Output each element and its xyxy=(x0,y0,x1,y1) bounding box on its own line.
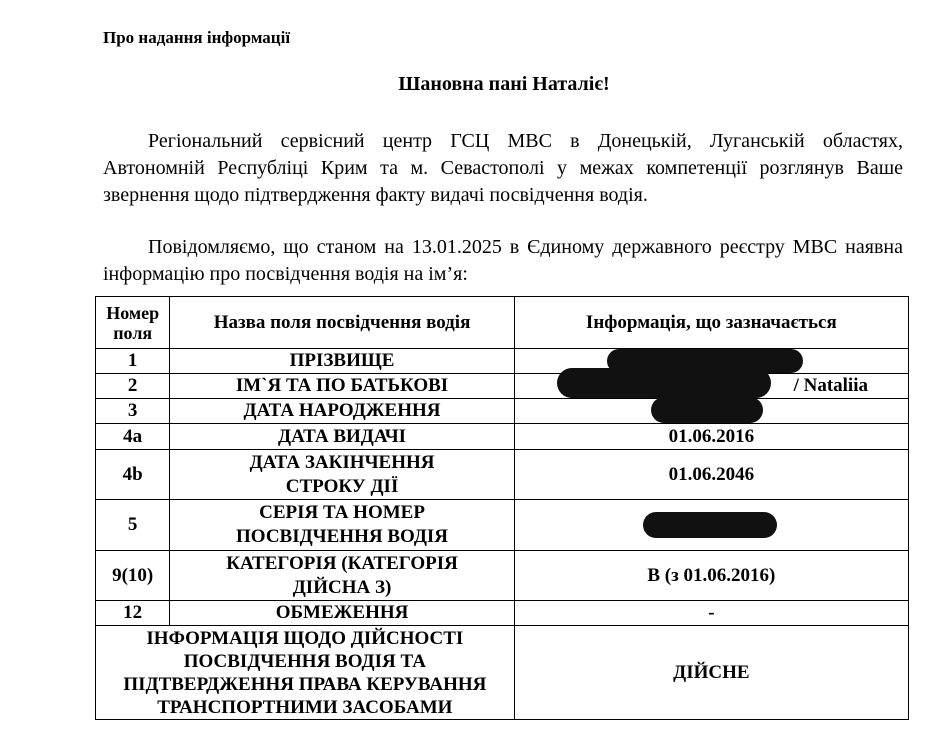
row-info-redacted xyxy=(514,399,908,424)
row-info-redacted xyxy=(514,374,908,399)
row-number: 3 xyxy=(96,399,170,424)
row-field-name: ДАТА ВИДАЧІ xyxy=(170,424,514,450)
row-field-name: ДАТА НАРОДЖЕННЯ xyxy=(170,399,514,424)
table-row xyxy=(96,374,909,399)
row-info-redacted xyxy=(514,500,908,551)
row-field-name: КАТЕГОРІЯ (КАТЕГОРІЯ ДІЙСНА З) xyxy=(170,551,514,601)
letter-subject: Про надання інформації xyxy=(103,28,291,47)
validity-label: ІНФОРМАЦІЯ ЩОДО ДІЙСНОСТІ ПОСВІДЧЕННЯ ВОДІЯ ТА ПІДТВЕРДЖЕННЯ ПРАВА КЕРУВАННЯ ТРАНСПОРТНИМИ ЗАСОБАМИ xyxy=(96,626,515,720)
table-row xyxy=(96,349,909,374)
row-number: 4b xyxy=(96,450,170,500)
validity-row xyxy=(96,626,909,720)
row-number: 5 xyxy=(96,500,170,551)
header-number-line2: поля xyxy=(113,322,153,343)
row-number: 4a xyxy=(96,424,170,450)
letter-greeting: Шановна пані Наталіє! xyxy=(398,73,610,95)
row-info-value: - xyxy=(514,601,908,626)
table-row xyxy=(96,500,909,551)
row-field-name: СЕРІЯ ТА НОМЕР ПОСВІДЧЕННЯ ВОДІЯ xyxy=(170,500,514,551)
table-row xyxy=(96,450,909,500)
paragraph-statement: Повідомляємо, що станом на 13.01.2025 в Єдиному державного реєстру МВС наявна інформацію про посвідчення водія на ім’я: xyxy=(103,236,903,285)
redaction-mark xyxy=(643,512,777,538)
header-number-line1: Номер xyxy=(106,302,160,323)
row-field-name: ІМ`Я ТА ПО БАТЬКОВІ xyxy=(170,374,514,399)
row-info-value: 01.06.2046 xyxy=(514,450,908,500)
row-field-name: ПРІЗВИЩЕ xyxy=(170,349,514,374)
header-field-info: Інформація, що зазначається xyxy=(514,297,908,349)
table-header-row xyxy=(96,297,909,349)
row-number: 2 xyxy=(96,374,170,399)
validity-value: ДІЙСНЕ xyxy=(514,626,908,720)
row-number: 12 xyxy=(96,601,170,626)
row-number: 9(10) xyxy=(96,551,170,601)
header-field-number xyxy=(96,297,170,349)
table-row xyxy=(96,399,909,424)
row-field-name: ДАТА ЗАКІНЧЕННЯ СТРОКУ ДІЇ xyxy=(170,450,514,500)
redaction-mark xyxy=(557,368,771,398)
row-field-name: ОБМЕЖЕННЯ xyxy=(170,601,514,626)
table-row xyxy=(96,601,909,626)
license-info-table xyxy=(95,296,909,720)
row-number: 1 xyxy=(96,349,170,374)
row-info-value: B (з 01.06.2016) xyxy=(514,551,908,601)
table-row xyxy=(96,424,909,450)
redaction-mark xyxy=(651,397,763,423)
header-field-name: Назва поля посвідчення водія xyxy=(170,297,514,349)
paragraph-intro: Регіональний сервісний центр ГСЦ МВС в Донецькій, Луганській областях, Автономній Республіці Крим та м. Севастополі у межах компетенції розглянув Ваше звернення щодо підтвердження факту видачі посвідчення водія. xyxy=(103,130,903,206)
row-info-value: / Nataliia xyxy=(793,375,868,396)
table-row xyxy=(96,551,909,601)
row-info-value: 01.06.2016 xyxy=(514,424,908,450)
